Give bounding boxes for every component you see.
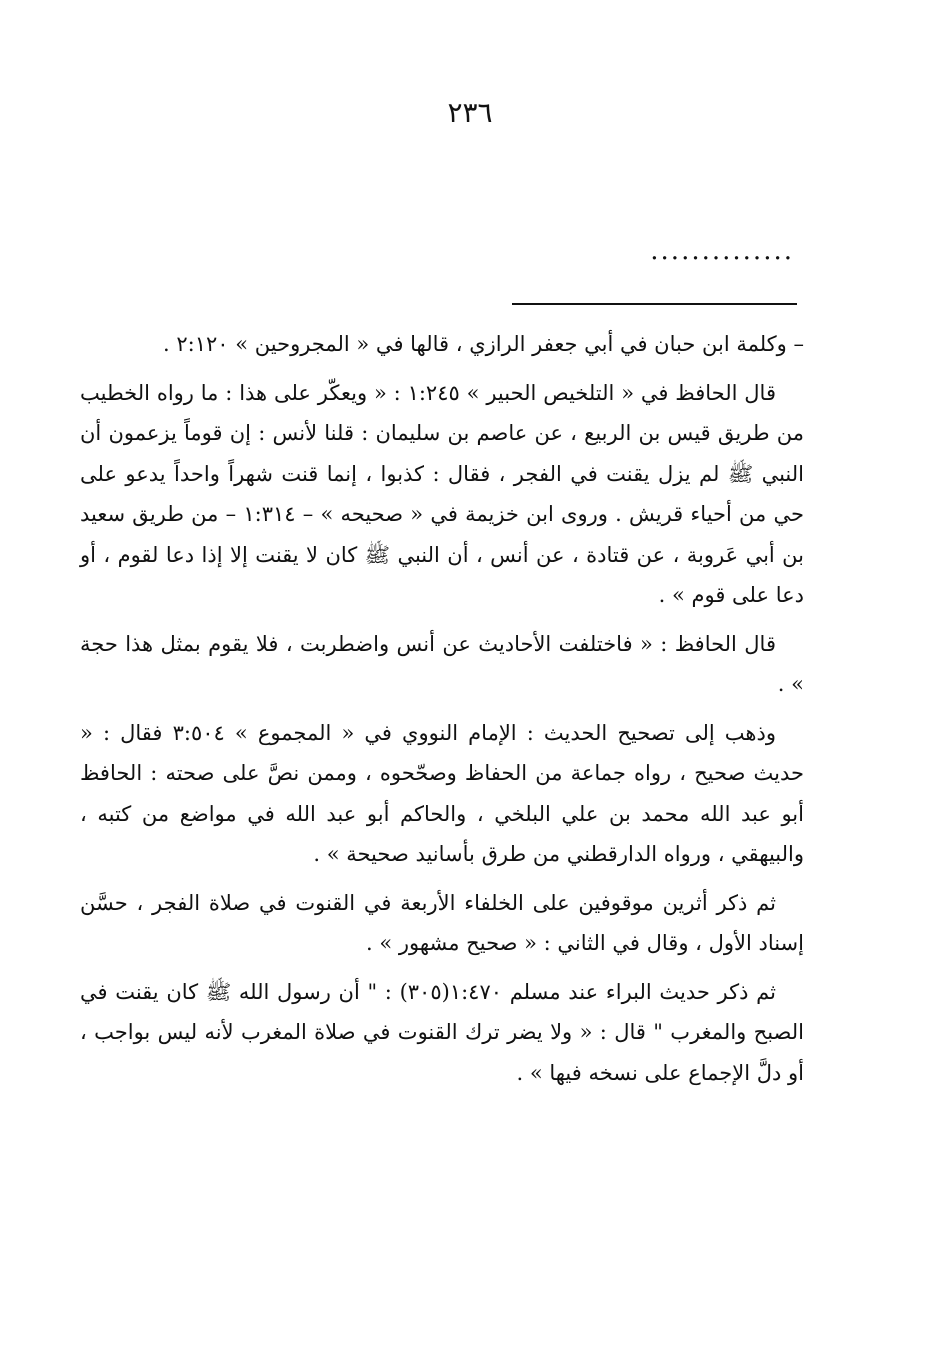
paragraph-3: قال الحافظ : « فاختلفت الأحاديث عن أنس واضطربت ، فلا يقوم بمثل هذا حجة » . [80, 631, 804, 697]
paragraph-5: ثم ذكر أثرين موقوفين على الخلفاء الأربعة في القنوت في صلاة الفجر ، حسَّن إسناد الأول ، وقال في الثاني : « صحيح مشهور » . [80, 890, 804, 956]
paragraph-6: ثم ذكر حديث البراء عند مسلم ١:٤٧٠(٣٠٥) : " أن رسول الله ﷺ كان يقنت في الصبح والمغرب " قال : « ولا يضر ترك القنوت في صلاة المغرب لأنه ليس بواجب ، أو دلَّ الإجماع على نسخه فيها » . [80, 979, 804, 1085]
footnote-body [80, 324, 804, 1093]
paragraph-2: قال الحافظ في « التلخيص الحبير » ١:٢٤٥ : « ويعكّر على هذا : ما رواه الخطيب من طريق قيس بن الربيع ، عن عاصم بن سليمان : قلنا لأنس : إن قوماً يزعمون أن النبي ﷺ لم يزل يقنت في الفجر ، فقال : كذبوا ، إنما قنت شهراً واحداً يدعو على حي من أحياء قريش . وروى ابن خزيمة في « صحيحه » – ١:٣١٤ – من طريق سعيد بن أبي عَروبة ، عن قتادة ، عن أنس ، أن النبي ﷺ كان لا يقنت إلا إذا دعا لقوم ، أو دعا على قوم » . [80, 380, 804, 608]
paragraph-4: وذهب إلى تصحيح الحديث : الإمام النووي في « المجموع » ٣:٥٠٤ فقال : « حديث صحيح ، رواه جماعة من الحفاظ وصحّحوه ، وممن نصَّ على صحته : الحافظ أبو عبد الله محمد بن علي البلخي ، والحاكم أبو عبد الله في مواضع من كتبه ، والبيهقي ، ورواه الدارقطني من طرق بأسانيد صحيحة » . [80, 720, 804, 867]
page-number: ٢٣٦ [447, 96, 493, 129]
paragraph-1: – وكلمة ابن حبان في أبي جعفر الرازي ، قالها في « المجروحين » ٢:١٢٠ . [163, 332, 804, 356]
footnote-separator-line [512, 303, 797, 305]
ellipsis-separator: .............. [650, 236, 794, 266]
